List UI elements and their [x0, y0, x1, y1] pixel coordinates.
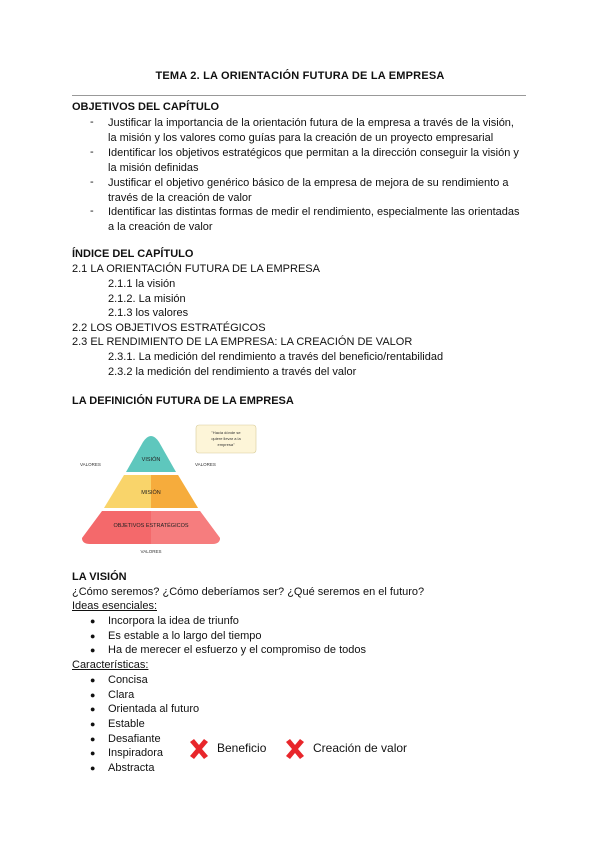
title-divider [72, 95, 526, 96]
list-item: Inspiradora [108, 747, 164, 759]
list-item: Clara [108, 689, 135, 701]
index-line: 2.1.1 la visión [108, 278, 176, 290]
index-line: 2.1.2. La misión [108, 293, 186, 305]
dash-3: - [90, 176, 94, 188]
vision-questions: ¿Cómo seremos? ¿Cómo deberíamos ser? ¿Qué seremos en el futuro? [72, 586, 425, 598]
bullet: ● [90, 719, 96, 729]
list-item: Estable [108, 718, 145, 730]
cross-icon [186, 736, 212, 762]
pyramid-diagram [70, 420, 270, 560]
objective-1-line-2: la misión y los valores como guías para la creación de un proyecto empresarial [108, 132, 494, 144]
indice-heading: ÍNDICE DEL CAPÍTULO [72, 248, 194, 260]
pyramid-note-line-1: "Hacia dónde se [211, 430, 241, 435]
index-line: 2.3.1. La medición del rendimiento a través del beneficio/rentabilidad [108, 351, 444, 363]
objective-2-line-1: Identificar los objetivos estratégicos que permitan a la dirección conseguir la visión y [108, 147, 519, 159]
index-line: 2.2 LOS OBJETIVOS ESTRATÉGICOS [72, 322, 266, 334]
objective-4-line-2: a la creación de valor [108, 221, 213, 233]
bullet: ● [90, 690, 96, 700]
pyramid-label-objetivos: OBJETIVOS ESTRATÉGICOS [113, 523, 189, 529]
list-item: Incorpora la idea de triunfo [108, 615, 239, 627]
objective-3-line-1: Justificar el objetivo genérico básico de la empresa de mejora de su rendimiento a [108, 177, 509, 189]
ideas-label: Ideas esenciales: [72, 600, 157, 612]
index-line: 2.1 LA ORIENTACIÓN FUTURA DE LA EMPRESA [72, 263, 320, 275]
objective-1 [108, 116, 526, 146]
bullet: ● [90, 675, 96, 685]
objective-4 [108, 205, 526, 235]
pyramid-values-base: VALORES [140, 549, 162, 554]
objective-2-line-2: la misión definidas [108, 162, 199, 174]
bullet: ● [90, 631, 96, 641]
list-item: Es estable a lo largo del tiempo [108, 630, 262, 642]
pyramid-values-left: VALORES [80, 462, 101, 467]
index-line: 2.3.2 la medición del rendimiento a través del valor [108, 366, 357, 378]
bullet: ● [90, 763, 96, 773]
vision-heading: LA VISIÓN [72, 571, 127, 583]
list-item: Orientada al futuro [108, 703, 200, 715]
objective-1-line-1: Justificar la importancia de la orientación futura de la empresa a través de la visión, [108, 117, 514, 129]
crossed-creacion-valor: Creación de valor [313, 741, 408, 755]
list-item: Ha de merecer el esfuerzo y el compromiso de todos [108, 644, 367, 656]
crossed-beneficio: Beneficio [217, 741, 267, 755]
caract-label: Características: [72, 659, 149, 671]
bullet: ● [90, 704, 96, 714]
bullet: ● [90, 734, 96, 744]
pyramid-label-vision: VISIÓN [141, 457, 161, 463]
objetivos-heading: OBJETIVOS DEL CAPÍTULO [72, 101, 220, 113]
pyramid-tier-vision [126, 436, 176, 472]
definicion-heading: LA DEFINICIÓN FUTURA DE LA EMPRESA [72, 395, 294, 407]
pyramid-note-line-3: empresa" [217, 442, 235, 447]
dash-4: - [90, 205, 94, 217]
bullet: ● [90, 616, 96, 626]
document-title: TEMA 2. LA ORIENTACIÓN FUTURA DE LA EMPRESA [155, 70, 445, 82]
objective-2 [108, 146, 526, 176]
dash-1: - [90, 116, 94, 128]
bullet: ● [90, 645, 96, 655]
bullet: ● [90, 748, 96, 758]
index-line: 2.3 EL RENDIMIENTO DE LA EMPRESA: LA CREACIÓN DE VALOR [72, 336, 413, 348]
list-item: Abstracta [108, 762, 155, 774]
index-line: 2.1.3 los valores [108, 307, 189, 319]
list-item: Desafiante [108, 733, 161, 745]
pyramid-note-line-2: quiere llevar a la [211, 436, 241, 441]
pyramid-label-mision: MISIÓN [141, 490, 161, 496]
objective-3-line-2: través de la creación de valor [108, 192, 252, 204]
dash-2: - [90, 146, 94, 158]
objective-3 [108, 176, 526, 206]
pyramid-values-right: VALORES [195, 462, 216, 467]
cross-icon [282, 736, 308, 762]
list-item: Concisa [108, 674, 148, 686]
objective-4-line-1: Identificar las distintas formas de medir el rendimiento, especialmente las orientadas [108, 206, 520, 218]
